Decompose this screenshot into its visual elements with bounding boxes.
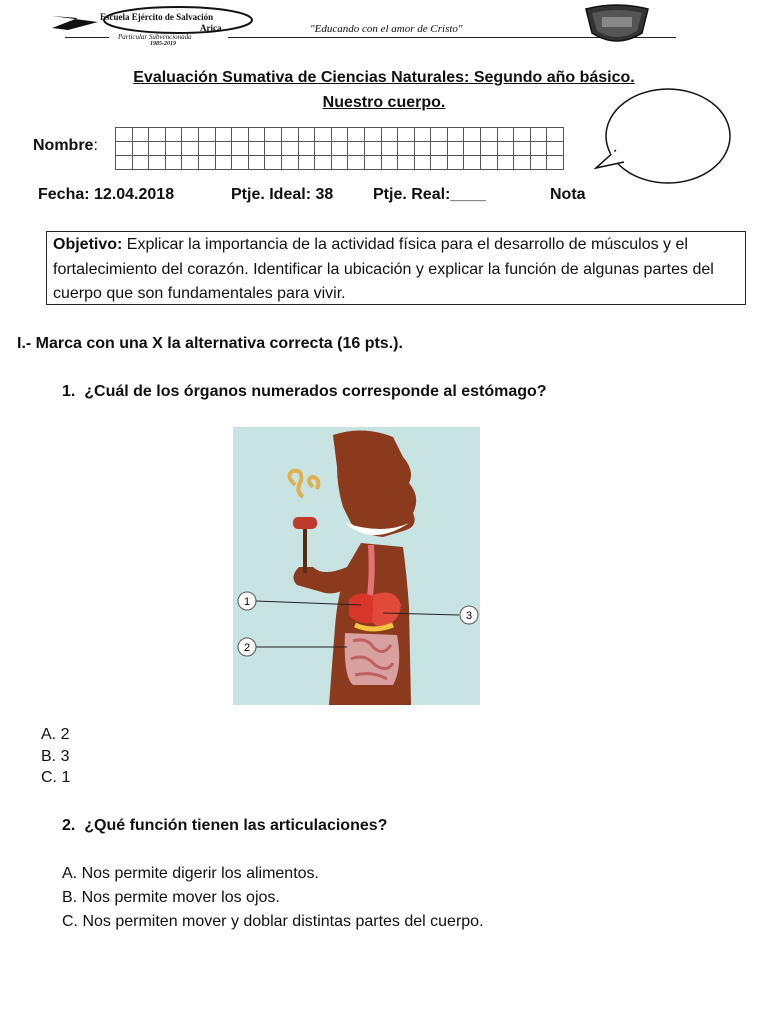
section-heading: I.- Marca con una X la alternativa correcta (16 pts.). [17, 335, 403, 352]
name-grid-cell[interactable] [514, 156, 531, 170]
name-grid-cell[interactable] [381, 128, 398, 142]
name-grid-cell[interactable] [265, 156, 282, 170]
name-grid-cell[interactable] [265, 128, 282, 142]
name-grid-cell[interactable] [530, 142, 547, 156]
name-grid-cell[interactable] [464, 142, 481, 156]
ptje-ideal: Ptje. Ideal: 38 [231, 186, 334, 203]
name-grid-cell[interactable] [198, 128, 215, 142]
name-grid-cell[interactable] [497, 142, 514, 156]
name-grid-cell[interactable] [182, 142, 199, 156]
school-name: Escuela Ejército de Salvación [100, 12, 214, 22]
objective-label: Objetivo: [53, 236, 123, 253]
name-grid-cell[interactable] [331, 142, 348, 156]
name-grid-cell[interactable] [248, 142, 265, 156]
name-grid-cell[interactable] [132, 142, 149, 156]
name-grid-cell[interactable] [215, 128, 232, 142]
name-grid-cell[interactable] [198, 156, 215, 170]
school-crest-icon [582, 3, 652, 45]
q1-option-b[interactable]: B. 3 [41, 748, 70, 765]
name-grid-cell[interactable] [232, 156, 249, 170]
name-grid-cell[interactable] [348, 128, 365, 142]
name-grid-cell[interactable] [165, 156, 182, 170]
name-grid-cell[interactable] [398, 142, 415, 156]
name-grid-cell[interactable] [348, 142, 365, 156]
name-grid-cell[interactable] [248, 128, 265, 142]
header-rule-right [652, 37, 676, 38]
name-grid-cell[interactable] [464, 156, 481, 170]
name-grid-cell[interactable] [514, 142, 531, 156]
school-city: Arica [200, 23, 222, 33]
figure-label-3: 3 [465, 610, 473, 622]
divider [65, 37, 109, 38]
name-grid-cell[interactable] [481, 128, 498, 142]
name-grid-cell[interactable] [165, 142, 182, 156]
name-grid-cell[interactable] [447, 142, 464, 156]
name-grid-cell[interactable] [281, 156, 298, 170]
name-grid-row [116, 142, 564, 156]
q1-option-a[interactable]: A. 2 [41, 726, 70, 743]
name-grid-cell[interactable] [281, 128, 298, 142]
name-grid-cell[interactable] [364, 128, 381, 142]
objective-body: Explicar la importancia de la actividad física para el desarrollo de músculos y el fortalecimiento del corazón. Identificar la ubicación y explicar la función de algunas partes del cuerpo que son fundamentales para vivir. [53, 236, 714, 302]
name-grid-cell[interactable] [298, 128, 315, 142]
name-grid-cell[interactable] [530, 128, 547, 142]
name-grid-cell[interactable] [481, 142, 498, 156]
name-grid-cell[interactable] [149, 142, 166, 156]
name-grid-cell[interactable] [182, 156, 199, 170]
name-grid-cell[interactable] [414, 128, 431, 142]
name-grid-cell[interactable] [116, 142, 133, 156]
name-grid-cell[interactable] [232, 142, 249, 156]
name-grid-cell[interactable] [348, 156, 365, 170]
name-grid-cell[interactable] [414, 142, 431, 156]
question-2: 2. ¿Qué función tienen las articulaciones? [62, 817, 388, 834]
name-grid-cell[interactable] [398, 156, 415, 170]
name-grid-cell[interactable] [116, 128, 133, 142]
name-grid-cell[interactable] [298, 142, 315, 156]
school-type: Particular Subvencionada [118, 33, 192, 41]
q2-option-c[interactable]: C. Nos permiten mover y doblar distintas partes del cuerpo. [62, 913, 484, 930]
name-grid-cell[interactable] [215, 142, 232, 156]
name-grid-cell[interactable] [132, 156, 149, 170]
name-grid-cell[interactable] [331, 156, 348, 170]
name-grid-cell[interactable] [364, 156, 381, 170]
name-grid[interactable] [115, 127, 564, 170]
name-grid-cell[interactable] [132, 128, 149, 142]
name-grid-cell[interactable] [364, 142, 381, 156]
name-grid-cell[interactable] [497, 156, 514, 170]
name-grid-cell[interactable] [331, 128, 348, 142]
figure-label-2: 2 [243, 642, 251, 654]
swordfish-icon [52, 16, 98, 30]
name-grid-cell[interactable] [514, 128, 531, 142]
q2-option-a[interactable]: A. Nos permite digerir los alimentos. [62, 865, 319, 882]
name-grid-cell[interactable] [149, 128, 166, 142]
name-grid-cell[interactable] [281, 142, 298, 156]
grade-bubble [594, 86, 734, 188]
name-grid-cell[interactable] [431, 156, 448, 170]
name-grid-cell[interactable] [547, 156, 564, 170]
name-grid-cell[interactable] [215, 156, 232, 170]
name-grid-cell[interactable] [530, 156, 547, 170]
name-grid-cell[interactable] [497, 128, 514, 142]
name-grid-row [116, 128, 564, 142]
name-grid-cell[interactable] [431, 142, 448, 156]
name-grid-cell[interactable] [381, 142, 398, 156]
digestive-system-figure [233, 427, 480, 705]
exam-subtitle: Nuestro cuerpo. [322, 94, 446, 111]
question-1: 1. ¿Cuál de los órganos numerados corresponde al estómago? [62, 383, 547, 400]
name-grid-cell[interactable] [182, 128, 199, 142]
figure-label-1: 1 [243, 596, 251, 608]
name-grid-cell[interactable] [414, 156, 431, 170]
nota-label: Nota [550, 186, 586, 203]
name-grid-cell[interactable] [265, 142, 282, 156]
q1-option-c[interactable]: C. 1 [41, 769, 71, 786]
nombre-label: Nombre: [33, 137, 98, 154]
name-grid-cell[interactable] [116, 156, 133, 170]
objective-text [53, 233, 743, 307]
ptje-real: Ptje. Real:____ [373, 186, 486, 203]
name-grid-cell[interactable] [398, 128, 415, 142]
name-grid-cell[interactable] [381, 156, 398, 170]
name-grid-cell[interactable] [447, 128, 464, 142]
name-grid-cell[interactable] [315, 128, 332, 142]
school-years: 1985-2019 [150, 41, 176, 47]
q2-option-b[interactable]: B. Nos permite mover los ojos. [62, 889, 280, 906]
name-grid-cell[interactable] [481, 156, 498, 170]
name-grid-row [116, 156, 564, 170]
exam-title: Evaluación Sumativa de Ciencias Naturales: Segundo año básico. [133, 69, 635, 86]
name-grid-cell[interactable] [464, 128, 481, 142]
name-grid-cell[interactable] [149, 156, 166, 170]
name-grid-cell[interactable] [547, 128, 564, 142]
name-grid-cell[interactable] [431, 128, 448, 142]
name-grid-cell[interactable] [315, 156, 332, 170]
name-grid-cell[interactable] [298, 156, 315, 170]
name-grid-cell[interactable] [248, 156, 265, 170]
name-grid-cell[interactable] [198, 142, 215, 156]
name-grid-cell[interactable] [547, 142, 564, 156]
name-grid-cell[interactable] [232, 128, 249, 142]
name-grid-cell[interactable] [447, 156, 464, 170]
name-grid-cell[interactable] [315, 142, 332, 156]
fecha: Fecha: 12.04.2018 [38, 186, 175, 203]
name-grid-cell[interactable] [165, 128, 182, 142]
school-motto: "Educando con el amor de Cristo" [310, 23, 463, 35]
